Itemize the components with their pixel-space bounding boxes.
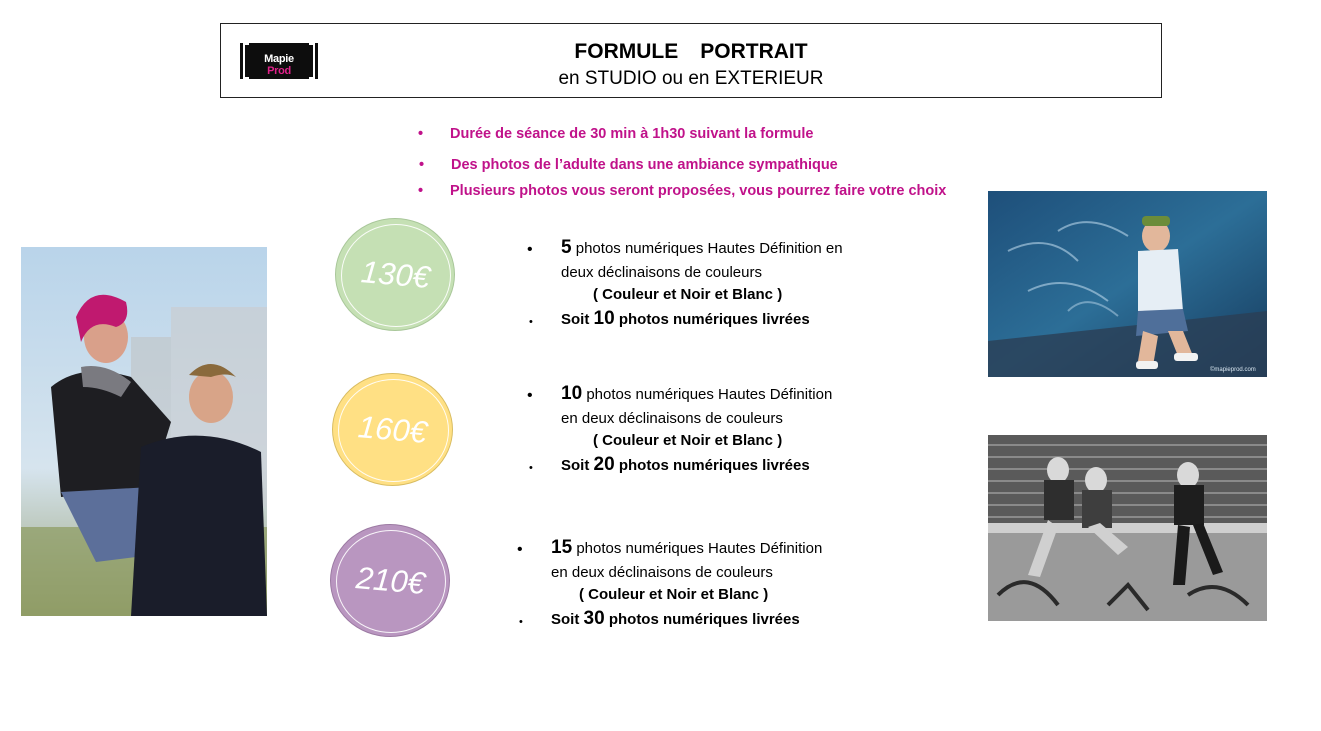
header-box — [220, 23, 1162, 98]
page-title: FORMULE PORTRAIT — [574, 40, 808, 63]
mapie-prod-logo: Mapie Prod — [240, 43, 318, 79]
intro-item: • Plusieurs photos vous seront proposées, vous pourrez faire votre choix — [418, 183, 947, 199]
price-badge-130: 130€ — [335, 218, 455, 331]
price-badge-160: 160€ — [332, 373, 453, 486]
offer-details: • 10 photos numériques Hautes Définition en deux déclinaisons de couleurs ( Couleur et Noir et Blanc ) • Soit 20 photos numériques livrées — [527, 383, 833, 475]
page-subtitle: en STUDIO ou en EXTERIEUR — [558, 68, 824, 89]
intro-item: • Durée de séance de 30 min à 1h30 suivant la formule — [418, 126, 814, 142]
watermark: ©mapieprod.com — [1210, 367, 1256, 373]
offer-details: • 15 photos numériques Hautes Définition en deux déclinaisons de couleurs ( Couleur et Noir et Blanc ) • Soit 30 photos numériques livrées — [517, 537, 823, 629]
three-girls-bw-photo — [988, 435, 1267, 621]
couple-photo — [21, 247, 267, 616]
offer-details: • 5 photos numériques Hautes Définition en deux déclinaisons de couleurs ( Couleur et Noir et Blanc ) • Soit 10 photos numériques livrées — [527, 237, 843, 329]
girl-blue-wall-photo — [988, 191, 1267, 377]
intro-item: • Des photos de l’adulte dans une ambiance sympathique — [419, 157, 838, 173]
price-badge-210: 210€ — [330, 524, 450, 637]
